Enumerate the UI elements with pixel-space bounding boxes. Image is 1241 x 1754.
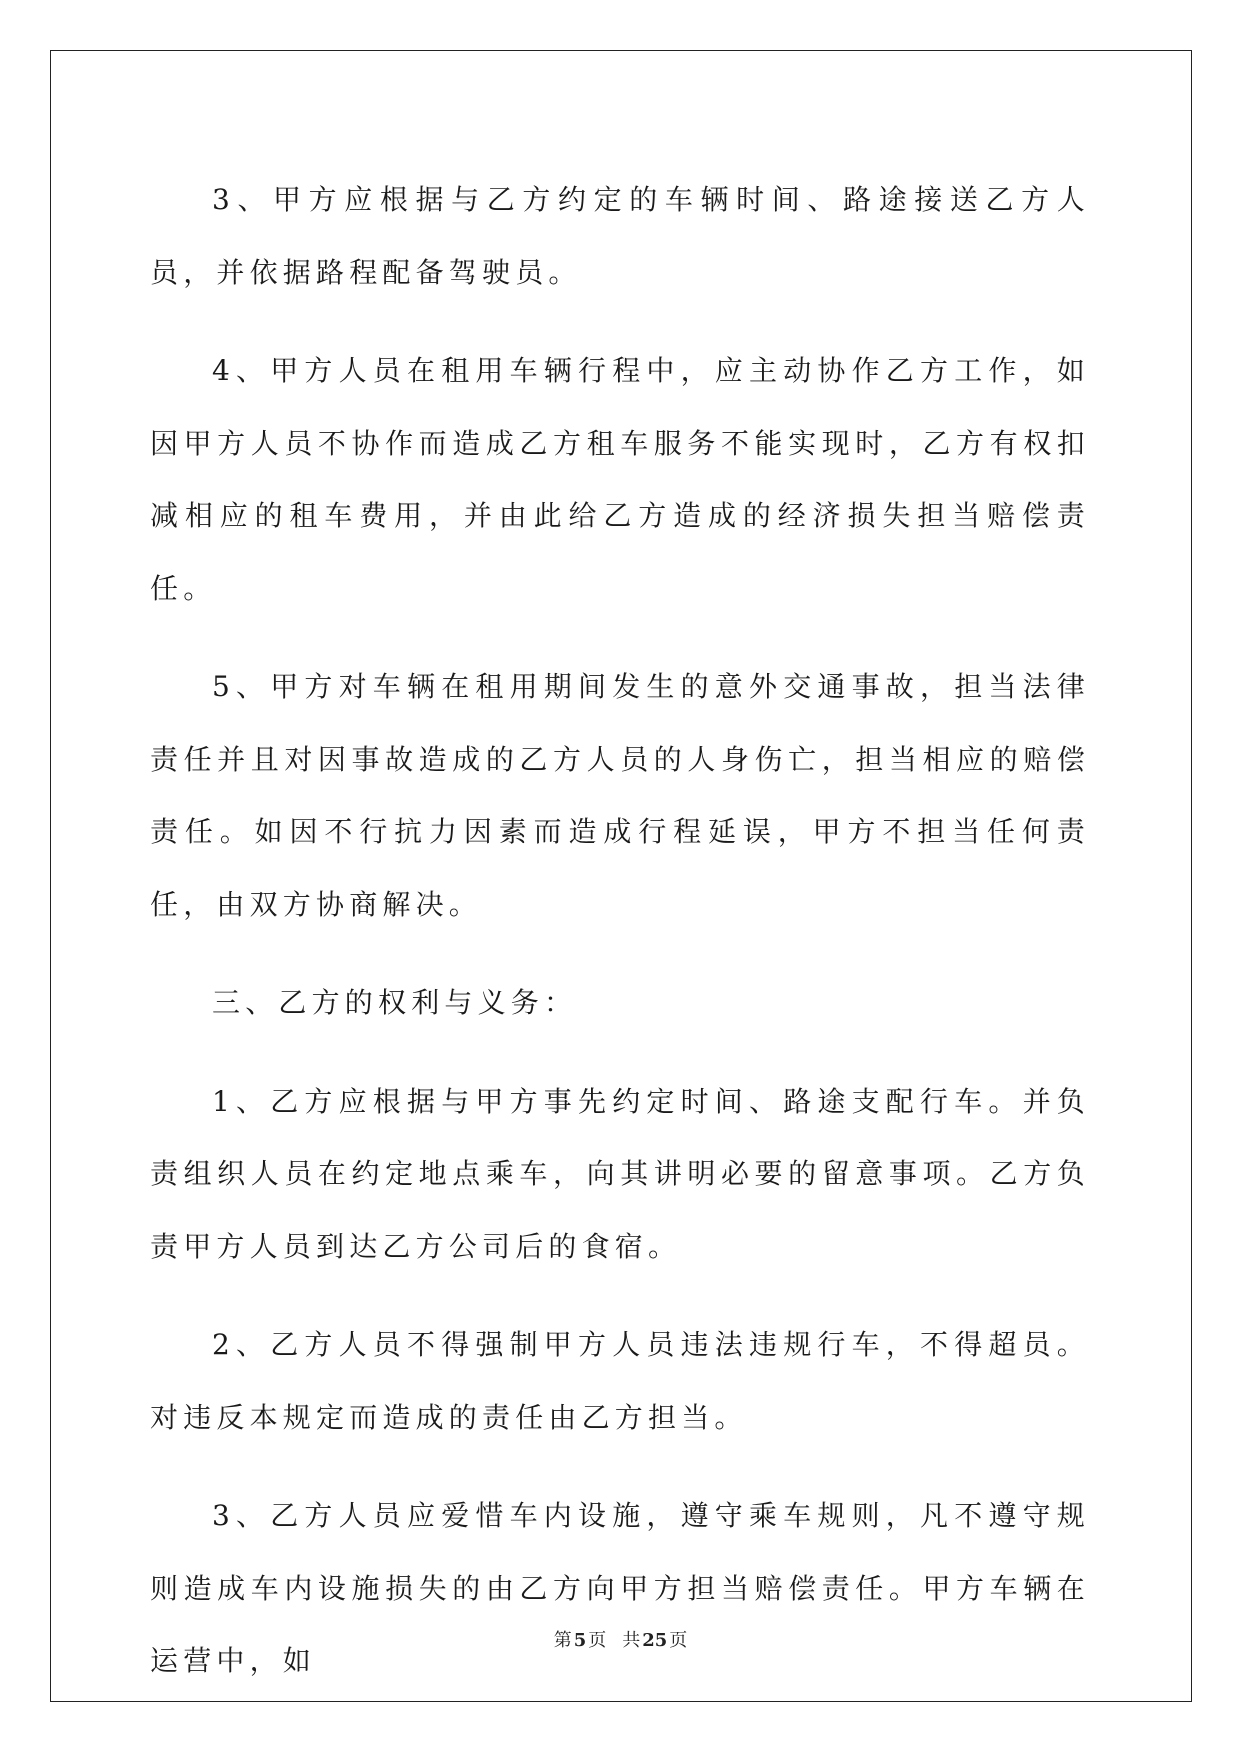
section-heading-party-b: 三、乙方的权利与义务：	[212, 986, 578, 1019]
page-footer	[0, 1626, 1241, 1652]
paragraph-clause-1-party-b: 1、乙方应根据与甲方事先约定时间、路途支配行车。并负责组织人员在约定地点乘车，向其讲明必要的留意事项。乙方负责甲方人员到达乙方公司后的食宿。	[150, 1084, 1090, 1263]
document-body	[150, 164, 1090, 1724]
page-total: 25	[642, 1630, 668, 1651]
total-prefix: 共	[622, 1630, 641, 1651]
page-suffix: 页	[588, 1630, 607, 1651]
total-suffix: 页	[669, 1630, 688, 1651]
paragraph-clause-4-party-a: 4、甲方人员在租用车辆行程中，应主动协作乙方工作，如因甲方人员不协作而造成乙方租车服务不能实现时，乙方有权扣减相应的租车费用，并由此给乙方造成的经济损失担当赔偿责任。	[150, 354, 1090, 605]
page-prefix: 第	[553, 1630, 572, 1651]
paragraph-clause-5-party-a: 5、甲方对车辆在租用期间发生的意外交通事故，担当法律责任并且对因事故造成的乙方人员的人身伤亡，担当相应的赔偿责任。如因不行抗力因素而造成行程延误，甲方不担当任何责任，由双方协商解决。	[150, 670, 1090, 921]
paragraph-clause-3-party-b: 3、乙方人员应爱惜车内设施，遵守乘车规则，凡不遵守规则造成车内设施损失的由乙方向甲方担当赔偿责任。甲方车辆在运营中，如	[150, 1499, 1090, 1677]
paragraph-clause-2-party-b: 2、乙方人员不得强制甲方人员违法违规行车，不得超员。对违反本规定而造成的责任由乙方担当。	[150, 1328, 1090, 1434]
paragraph-clause-3-party-a: 3、甲方应根据与乙方约定的车辆时间、路途接送乙方人员，并依据路程配备驾驶员。	[150, 183, 1090, 289]
page-current: 5	[573, 1630, 587, 1651]
